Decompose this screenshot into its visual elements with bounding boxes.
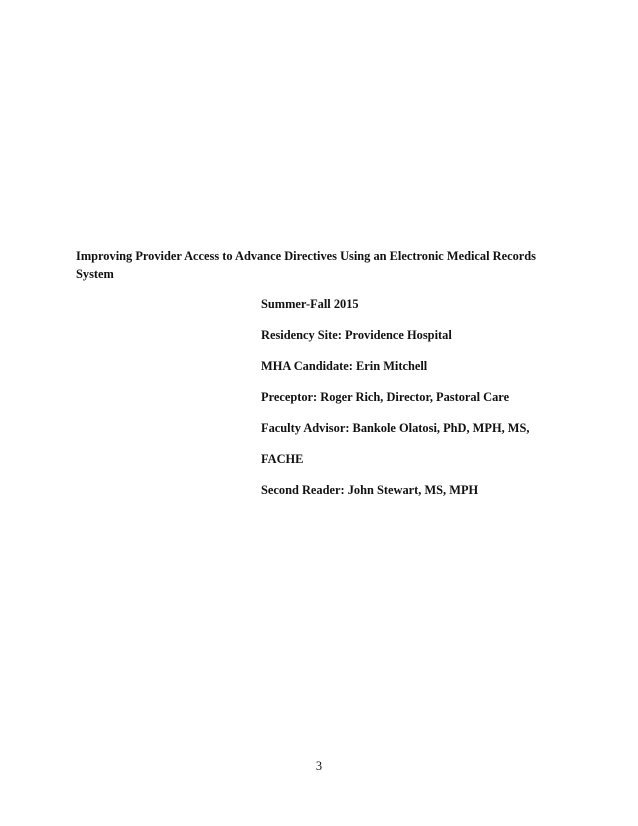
residency-site-line: Residency Site: Providence Hospital: [261, 328, 452, 342]
page-number: 3: [315, 759, 323, 773]
title-page-details: [261, 296, 601, 513]
title-line-2: System: [76, 267, 114, 281]
second-reader-line: Second Reader: John Stewart, MS, MPH: [261, 483, 479, 497]
faculty-advisor-credential-line: FACHE: [261, 452, 304, 466]
term-line: Summer-Fall 2015: [261, 297, 359, 311]
faculty-advisor-line: Faculty Advisor: Bankole Olatosi, PhD, MPH, MS,: [261, 421, 530, 435]
preceptor-line: Preceptor: Roger Rich, Director, Pastoral Care: [261, 390, 510, 404]
document-title: [76, 247, 576, 283]
candidate-line: MHA Candidate: Erin Mitchell: [261, 359, 428, 373]
title-line-1: Improving Provider Access to Advance Directives Using an Electronic Medical Records: [76, 249, 537, 263]
